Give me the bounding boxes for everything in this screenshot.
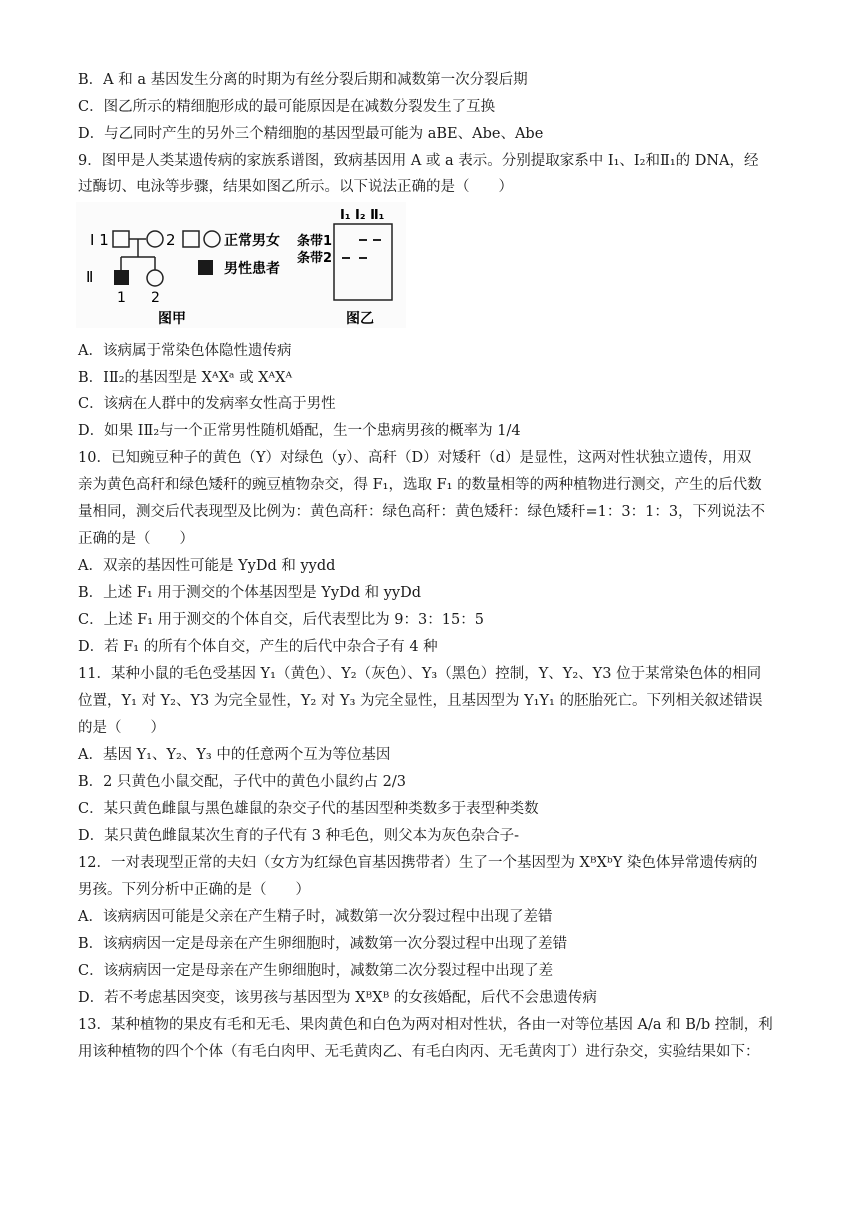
option-line: C．该病在人群中的发病率女性高于男性 xyxy=(78,396,336,412)
generation-2-label: Ⅱ xyxy=(86,268,94,286)
question-stem-line: 10．已知豌豆种子的黄色（Y）对绿色（y）、高秆（D）对矮秆（d）是显性，这两对性状独立遗传，用双 xyxy=(78,450,752,466)
question-stem-line: 亲为黄色高秆和绿色矮秆的豌豆植物杂交，得 F₁，选取 F₁ 的数量相等的两种植物进行测交，产生的后代数 xyxy=(78,477,762,493)
pedigree-figure xyxy=(76,202,406,328)
generation-1-label: I 1 xyxy=(90,231,109,249)
question-stem-line: 量相同，测交后代表现型及比例为：黄色高秆：绿色高秆：黄色矮秆：绿色矮秆=1：3：1：3，下列说法不 xyxy=(78,504,766,520)
question-stem-line: 的是（ ） xyxy=(78,720,165,736)
question-stem-line: 男孩。下列分析中正确的是（ ） xyxy=(78,882,310,898)
option-line: C．某只黄色雌鼠与黑色雄鼠的杂交子代的基因型种类数多于表型种类数 xyxy=(78,801,539,817)
question-stem-line: 13．某种植物的果皮有毛和无毛、果肉黄色和白色为两对相对性状，各由一对等位基因 A/a 和 B/b 控制，利 xyxy=(78,1017,773,1033)
figure-a-caption: 图甲 xyxy=(158,311,186,327)
lane-labels: I₁ I₂ Ⅱ₁ xyxy=(340,208,385,223)
band-1-label: 条带1 xyxy=(297,234,333,249)
option-line: A．基因 Y₁、Y₂、Y₃ 中的任意两个互为等位基因 xyxy=(78,747,391,763)
option-line: D．若 F₁ 的所有个体自交，产生的后代中杂合子有 4 种 xyxy=(78,639,438,655)
band-2-label: 条带2 xyxy=(297,251,333,266)
option-line: A．双亲的基因性可能是 YyDd 和 yydd xyxy=(78,558,336,574)
female-number-label: 2 xyxy=(166,231,176,249)
option-line: C．图乙所示的精细胞形成的最可能原因是在减数分裂发生了互换 xyxy=(78,99,496,115)
question-stem-line: 过酶切、电泳等步骤，结果如图乙所示。以下说法正确的是（ ） xyxy=(78,179,513,195)
option-line: B．A 和 a 基因发生分离的时期为有丝分裂后期和减数第一次分裂后期 xyxy=(78,72,528,88)
question-stem-line: 12．一对表现型正常的夫妇（女方为红绿色盲基因携带者）生了一个基因型为 XᴮXᵇY 染色体异常遗传病的 xyxy=(78,855,758,871)
legend-patient-label: 男性患者 xyxy=(224,261,280,277)
option-line: C．上述 F₁ 用于测交的个体自交，后代表型比为 9：3：15：5 xyxy=(78,612,484,628)
option-line: A．该病属于常染色体隐性遗传病 xyxy=(78,343,292,359)
legend-normal-label: 正常男女 xyxy=(224,233,280,249)
option-line: B．2 只黄色小鼠交配，子代中的黄色小鼠约占 2/3 xyxy=(78,774,406,790)
option-line: A．该病病因可能是父亲在产生精子时，减数第一次分裂过程中出现了差错 xyxy=(78,909,553,925)
option-line: C．该病病因一定是母亲在产生卵细胞时，减数第二次分裂过程中出现了差 xyxy=(78,963,554,979)
question-stem-line: 位置，Y₁ 对 Y₂、Y3 为完全显性，Y₂ 对 Y₃ 为完全显性，且基因型为 Y₁Y₁ 的胚胎死亡。下列相关叙述错误 xyxy=(78,693,763,709)
option-line: D．某只黄色雌鼠某次生育的子代有 3 种毛色，则父本为灰色杂合子- xyxy=(78,828,519,844)
option-line: D．与乙同时产生的另外三个精细胞的基因型最可能为 aBE、Abe、Abe xyxy=(78,126,544,142)
legend-patient-symbol xyxy=(198,260,213,275)
option-line: D．若不考虑基因突变，该男孩与基因型为 XᴮXᴮ 的女孩婚配，后代不会患遗传病 xyxy=(78,990,597,1006)
question-stem-line: 11．某种小鼠的毛色受基因 Y₁（黄色）、Y₂（灰色）、Y₃（黑色）控制，Y、Y₂、Y3 位于某常染色体的相同 xyxy=(78,666,762,682)
question-stem-line: 9．图甲是人类某遗传病的家族系谱图，致病基因用 A 或 a 表示。分别提取家系中 I₁、I₂和Ⅱ₁的 DNA，经 xyxy=(78,153,759,169)
option-line: B．该病病因一定是母亲在产生卵细胞时，减数第一次分裂过程中出现了差错 xyxy=(78,936,568,952)
option-line: B．上述 F₁ 用于测交的个体基因型是 YyDd 和 yyDd xyxy=(78,585,422,601)
child1-number: 1 xyxy=(117,290,126,306)
affected-male-ii1 xyxy=(114,270,129,285)
figure-b-caption: 图乙 xyxy=(346,311,374,327)
child2-number: 2 xyxy=(151,290,160,306)
option-line: D．如果 IⅡ₂与一个正常男性随机婚配，生一个患病男孩的概率为 1/4 xyxy=(78,423,521,439)
question-stem-line: 用该种植物的四个个体（有毛白肉甲、无毛黄肉乙、有毛白肉丙、无毛黄肉丁）进行杂交，实验结果如下： xyxy=(78,1044,760,1060)
question-stem-line: 正确的是（ ） xyxy=(78,531,194,547)
option-line: B．IⅡ₂的基因型是 XᴬXᵃ 或 XᴬXᴬ xyxy=(78,370,293,386)
